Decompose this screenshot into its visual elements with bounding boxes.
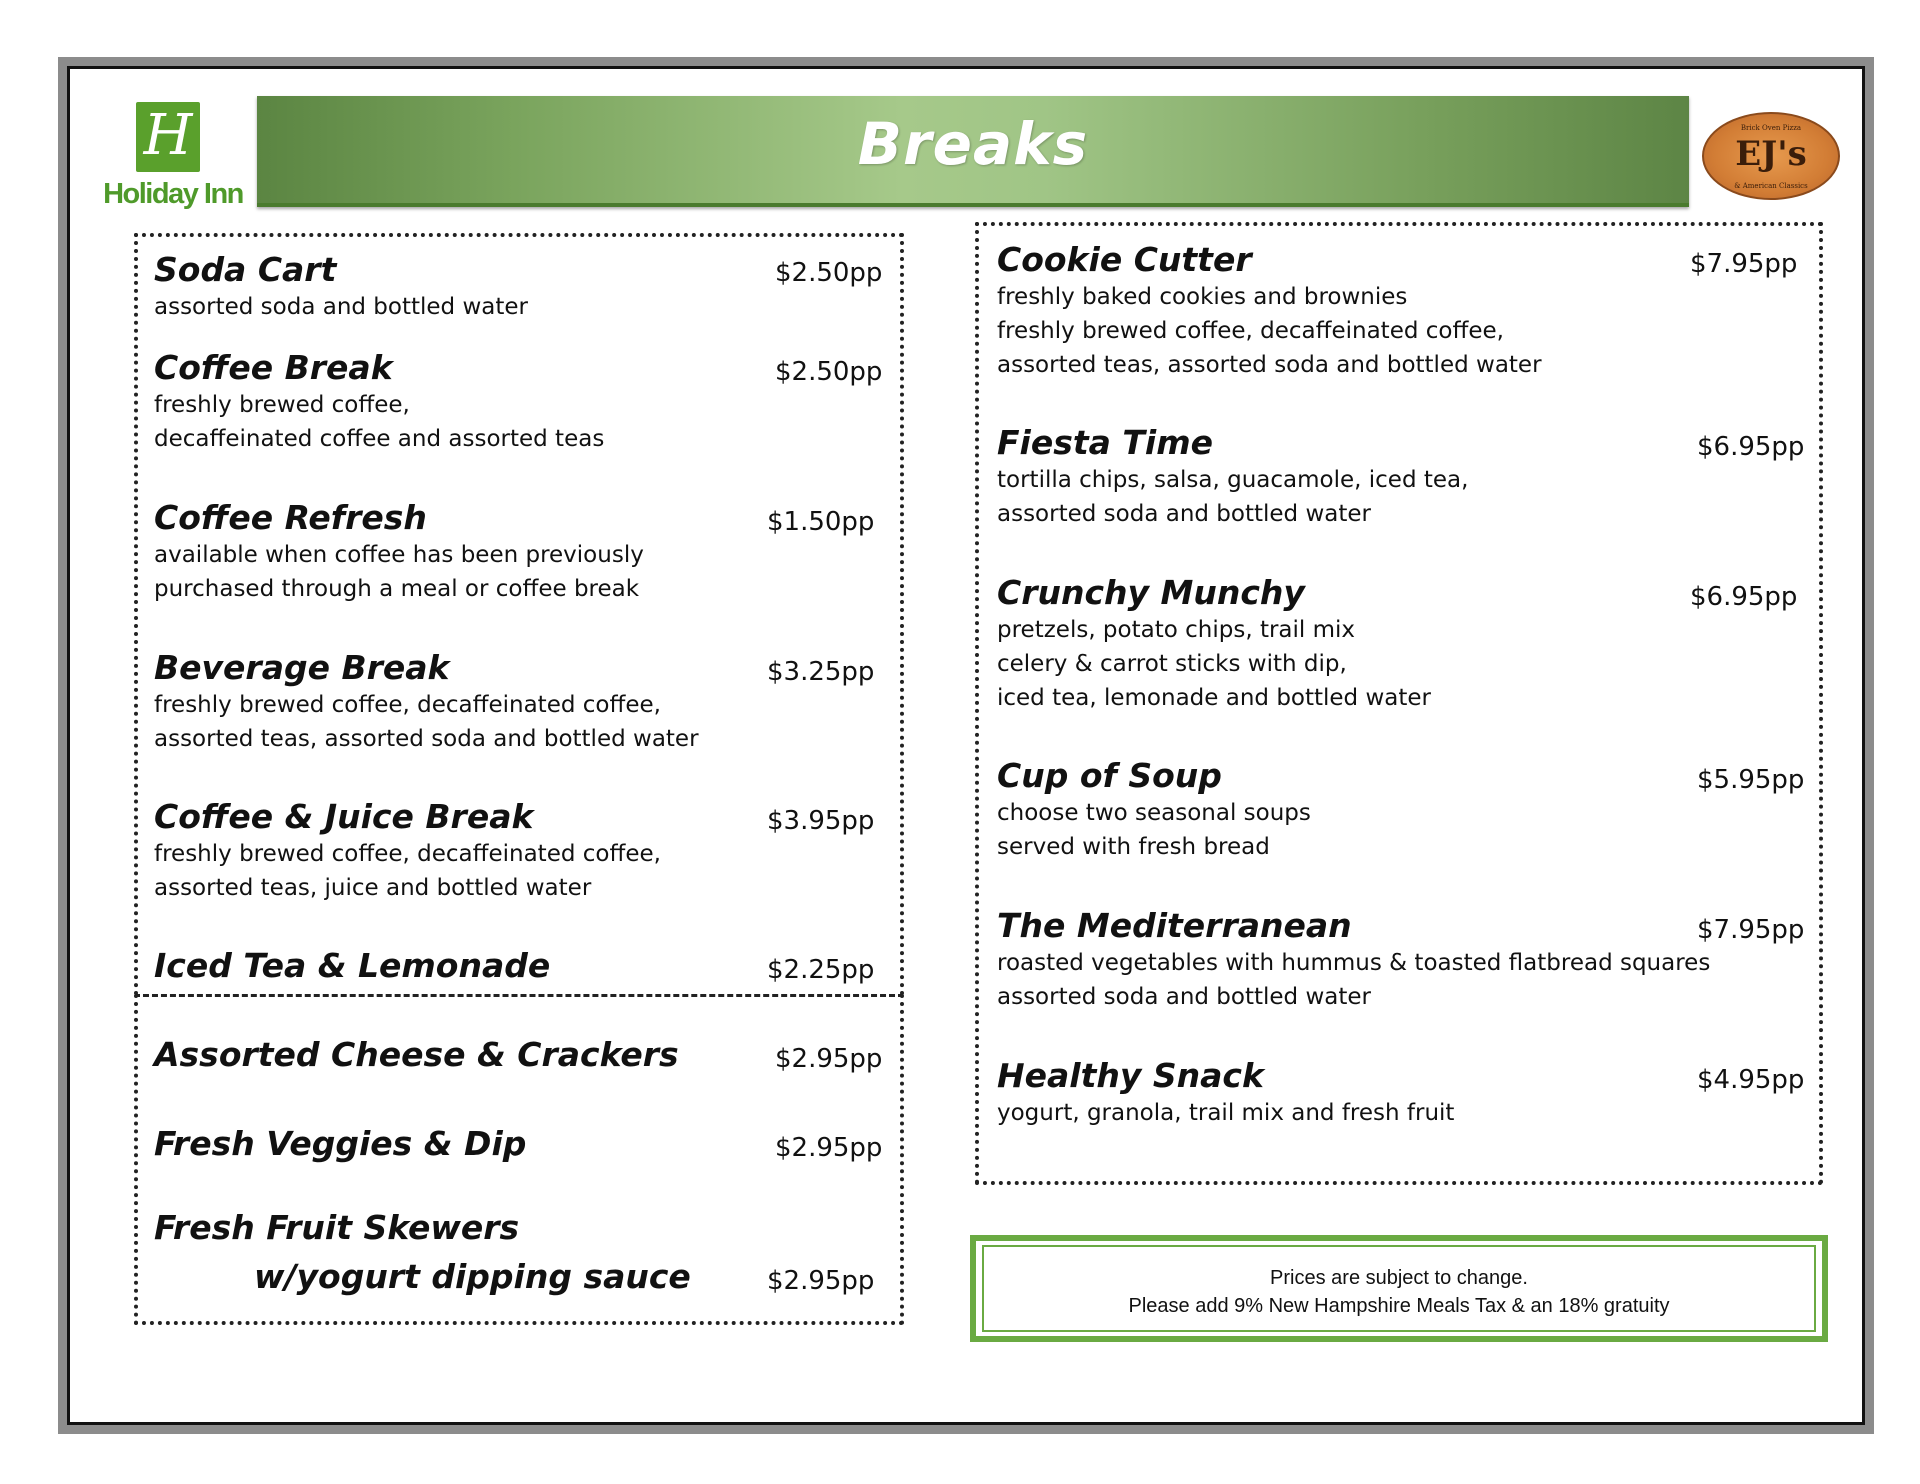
menu-item-crunchy-munchy: [997, 573, 1431, 715]
item-price: $2.50pp: [775, 357, 883, 387]
item-desc: purchased through a meal or coffee break: [154, 576, 640, 602]
item-desc: assorted soda and bottled water: [997, 984, 1371, 1010]
title-banner: [257, 96, 1689, 207]
item-name: Soda Cart: [154, 250, 337, 289]
item-desc: assorted teas, assorted soda and bottled water: [997, 352, 1542, 378]
menu-item-fiesta-time: [997, 423, 1468, 531]
item-name: Coffee Break: [154, 348, 393, 387]
page-title: Breaks: [857, 110, 1089, 178]
item-name: Fresh Veggies & Dip: [154, 1124, 527, 1163]
item-desc: freshly brewed coffee,: [154, 392, 410, 418]
item-desc: served with fresh bread: [997, 834, 1270, 860]
item-price: $6.95pp: [1690, 582, 1798, 612]
item-price: $5.95pp: [1697, 765, 1805, 795]
item-price: $2.50pp: [775, 258, 883, 288]
item-price: $4.95pp: [1697, 1065, 1805, 1095]
item-desc: freshly brewed coffee, decaffeinated coffee,: [154, 841, 661, 867]
price-note-line-1: Prices are subject to change.: [1270, 1267, 1528, 1289]
item-desc: assorted teas, assorted soda and bottled water: [154, 726, 699, 752]
menu-item-coffee-refresh: [154, 498, 644, 606]
item-name: Iced Tea & Lemonade: [154, 946, 551, 985]
item-name: Healthy Snack: [997, 1056, 1264, 1095]
item-price: $2.95pp: [767, 1266, 875, 1296]
item-name: Cookie Cutter: [997, 240, 1252, 279]
item-price: $7.95pp: [1697, 915, 1805, 945]
ejs-logo-bottom: & American Classics: [1734, 182, 1808, 190]
menu-item-veggies-dip: [154, 1124, 526, 1164]
menu-item-beverage-break: [154, 648, 699, 756]
item-price: $3.25pp: [767, 657, 875, 687]
holiday-inn-logo-mark: [136, 102, 200, 172]
item-desc: available when coffee has been previously: [154, 542, 644, 568]
holiday-inn-logo-text: Holiday Inn: [103, 178, 243, 210]
menu-item-coffee-juice-break: [154, 797, 661, 905]
item-name: Crunchy Munchy: [997, 573, 1305, 612]
item-name: Cup of Soup: [997, 756, 1222, 795]
menu-item-soda-cart: [154, 250, 528, 324]
item-desc: freshly brewed coffee, decaffeinated coffee,: [997, 318, 1504, 344]
item-price: $1.50pp: [767, 507, 875, 537]
menu-item-iced-tea-lemonade: [154, 946, 550, 986]
menu-item-mediterranean: [997, 906, 1710, 1014]
holiday-inn-logo-glyph: H: [143, 103, 193, 168]
item-desc: assorted teas, juice and bottled water: [154, 875, 592, 901]
ejs-logo: [1702, 112, 1840, 200]
item-price: $3.95pp: [767, 806, 875, 836]
item-desc: yogurt, granola, trail mix and fresh fruit: [997, 1100, 1455, 1126]
menu-item-cup-of-soup: [997, 756, 1311, 864]
menu-item-fruit-skewers: [154, 1208, 691, 1297]
item-name: Assorted Cheese & Crackers: [154, 1035, 679, 1074]
item-name-line2: w/yogurt dipping sauce: [254, 1257, 691, 1296]
holiday-inn-logo: [98, 100, 248, 220]
item-desc: choose two seasonal soups: [997, 800, 1311, 826]
item-desc: tortilla chips, salsa, guacamole, iced tea,: [997, 467, 1469, 493]
item-desc: assorted soda and bottled water: [997, 501, 1371, 527]
item-desc: assorted soda and bottled water: [154, 294, 528, 320]
menu-item-healthy-snack: [997, 1056, 1454, 1130]
menu-item-cheese-crackers: [154, 1035, 679, 1075]
item-price: $2.95pp: [775, 1044, 883, 1074]
item-desc: iced tea, lemonade and bottled water: [997, 685, 1432, 711]
item-name: Coffee Refresh: [154, 498, 427, 537]
item-desc: pretzels, potato chips, trail mix: [997, 617, 1356, 643]
item-name: Fiesta Time: [997, 423, 1213, 462]
menu-item-cookie-cutter: [997, 240, 1542, 382]
item-desc: freshly baked cookies and brownies: [997, 284, 1408, 310]
item-price: $6.95pp: [1697, 432, 1805, 462]
price-note-box: [970, 1235, 1828, 1342]
ejs-logo-name: EJ's: [1735, 134, 1807, 174]
item-desc: decaffeinated coffee and assorted teas: [154, 426, 605, 452]
item-name: Coffee & Juice Break: [154, 797, 534, 836]
item-price: $7.95pp: [1690, 249, 1798, 279]
price-note-line-2: Please add 9% New Hampshire Meals Tax & an 18% gratuity: [1128, 1295, 1670, 1317]
item-name: Fresh Fruit Skewers: [154, 1208, 520, 1247]
item-desc: roasted vegetables with hummus & toasted flatbread squares: [997, 950, 1711, 976]
item-price: $2.95pp: [775, 1133, 883, 1163]
item-name: The Mediterranean: [997, 906, 1352, 945]
item-desc: freshly brewed coffee, decaffeinated coffee,: [154, 692, 661, 718]
item-name: Beverage Break: [154, 648, 450, 687]
menu-item-coffee-break: [154, 348, 604, 456]
item-price: $2.25pp: [767, 955, 875, 985]
ejs-logo-top: Brick Oven Pizza: [1740, 124, 1802, 132]
item-desc: celery & carrot sticks with dip,: [997, 651, 1347, 677]
